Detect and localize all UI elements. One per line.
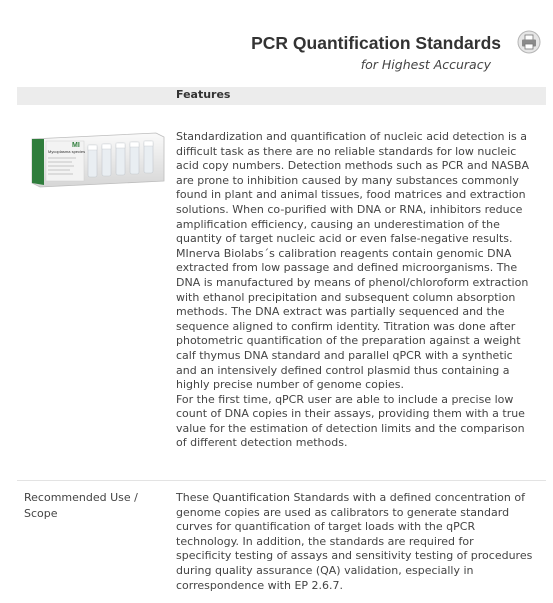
description-line: found in plant and animal tissues, food matrices and extraction [176,188,526,202]
recommended-use-label-line1: Recommended Use / [24,491,138,504]
product-label: Mycoplasma species [48,149,86,154]
description-line: quantity of target nucleic acid or even false-negative results. [176,232,513,246]
description-line: count of DNA copies in their assays, providing them with a true [176,407,525,421]
description-line: of different detection methods. [176,436,348,450]
page-subtitle: for Highest Accuracy [360,57,491,72]
description-line: acid copy numbers. Detection methods such as PCR and NASBA [176,159,530,173]
description-line: are prone to inhibition caused by many substances commonly [176,173,519,187]
description-line: technology. In addition, the standards are required for [176,534,474,548]
description-line: photometric quantification of the preparation against a weight [176,334,521,348]
table-header-features: Features [176,88,231,101]
description-line: sequence aligned to confirm identity. Titration was done after [176,319,516,333]
description-line: MInerva Biolabs´s calibration reagents contain genomic DNA [176,246,512,260]
description-line: calf thymus DNA standard and parallel qPCR with a synthetic [176,348,513,362]
recommended-use-description [176,491,552,593]
recommended-use-label-line2: Scope [24,507,58,520]
description-line: and an intensively defined control plasmid thus containing a [176,363,510,377]
description-line: value for the estimation of detection limits and the comparison [176,421,525,435]
recommended-use-label [24,490,164,522]
product-box-image [26,131,166,189]
page-title: PCR Quantification Standards [251,33,501,53]
description-line: highly precise number of genome copies. [176,378,404,392]
description-line: For the first time, qPCR user are able to include a precise low [176,392,514,406]
description-line: correspondence with EP 2.6.7. [176,578,344,592]
row-divider [17,480,546,481]
table-header-bar [17,87,546,105]
description-line: methods. The DNA extract was partially sequenced and the [176,305,505,319]
description-line: difficult task as there are no reliable standards for low nucleic [176,144,517,158]
description-line: curves for quantification of target loads with the qPCR [176,520,476,534]
print-icon[interactable] [517,30,541,54]
product-brand: MI [72,142,80,149]
description-line: DNA is manufactured by means of phenol/chloroform extraction [176,275,529,289]
description-line: genome copies are used as calibrators to generate standard [176,505,510,519]
features-description [176,130,552,451]
description-line: These Quantification Standards with a defined concentration of [176,491,525,504]
description-line: with ethanol precipitation and subsequent column absorption [176,290,516,304]
description-line: extracted from low passage and defined microorganisms. The [176,261,518,275]
description-line: during quality assurance (QA) validation, especially in [176,563,474,577]
description-line: solutions. When co-purified with DNA or RNA, inhibitors reduce [176,202,523,216]
description-line: amplification efficiency, causing an underestimation of the [176,217,500,231]
description-line: Standardization and quantification of nucleic acid detection is a [176,130,528,143]
description-line: specificity testing of assays and sensitivity testing of procedures [176,549,533,563]
